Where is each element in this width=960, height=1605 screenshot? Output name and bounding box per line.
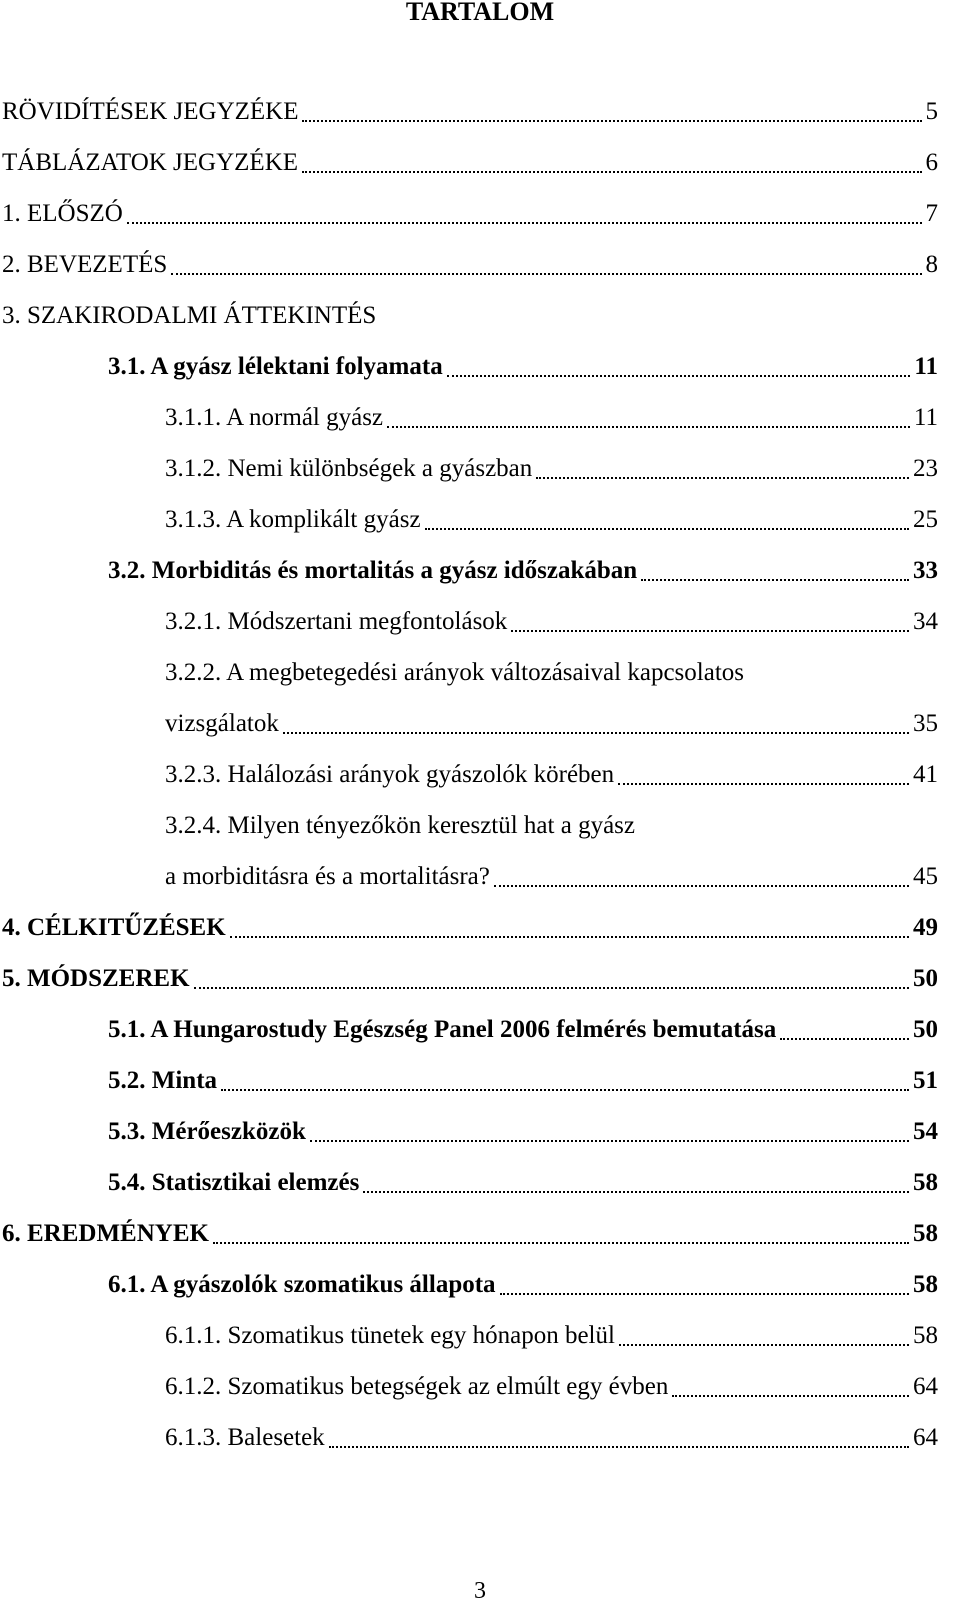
toc-entry-label: 3.2. Morbiditás és mortalitás a gyász időszakában [108, 557, 638, 584]
dot-leader [619, 1344, 909, 1346]
dot-leader [171, 273, 921, 275]
toc-entry[interactable] [2, 144, 938, 178]
toc-entry-label: a morbiditásra és a mortalitásra? [165, 863, 490, 890]
dot-leader [302, 171, 921, 173]
toc-entry-page: 41 [913, 761, 938, 788]
dot-leader [500, 1293, 909, 1295]
toc-entry-page: 6 [925, 149, 938, 176]
toc-entry-label: 3.1.2. Nemi különbségek a gyászban [165, 455, 533, 482]
dot-leader [213, 1242, 909, 1244]
toc-entry-page: 33 [913, 557, 938, 584]
toc-entry-label: 3.2.2. A megbetegedési arányok változásaival kapcsolatos [165, 659, 744, 686]
toc-entry[interactable] [165, 756, 938, 790]
dot-leader [310, 1140, 909, 1142]
toc-entry-label: 5.2. Minta [108, 1067, 218, 1094]
toc-entry-page: 58 [913, 1322, 938, 1349]
toc-entry-label: 5.3. Mérőeszközök [108, 1118, 306, 1145]
toc-entry[interactable] [165, 603, 938, 637]
toc-entry-label: TÁBLÁZATOK JEGYZÉKE [2, 149, 299, 176]
dot-leader [780, 1038, 909, 1040]
dot-leader [672, 1395, 909, 1397]
toc-entry[interactable] [2, 960, 938, 994]
toc-entry-page: 58 [913, 1271, 938, 1298]
page-title: TARTALOM [405, 0, 555, 26]
toc-entry-page: 54 [913, 1118, 938, 1145]
toc-entry-page: 34 [913, 608, 938, 635]
toc-entry[interactable] [165, 1368, 938, 1402]
toc-entry-label: 6.1.3. Balesetek [165, 1424, 325, 1451]
toc-entry-page: 11 [913, 404, 938, 431]
toc-entry[interactable] [2, 246, 938, 280]
toc-entry[interactable] [108, 1113, 938, 1147]
toc-entry[interactable] [165, 705, 938, 739]
toc-entry-label: 3.1. A gyász lélektani folyamata [108, 353, 443, 380]
toc-entry[interactable] [108, 1062, 938, 1096]
toc-entry[interactable] [2, 1215, 938, 1249]
dot-leader [194, 987, 909, 989]
toc-entry-label: 3.1.3. A komplikált gyász [165, 506, 421, 533]
toc-entry[interactable] [108, 1011, 938, 1045]
toc-entry-page: 58 [913, 1169, 938, 1196]
dot-leader [283, 732, 909, 734]
toc-entry-page: 64 [913, 1424, 938, 1451]
dot-leader [127, 222, 922, 224]
toc-entry[interactable] [2, 297, 938, 331]
toc-entry[interactable] [165, 1419, 938, 1453]
toc-entry[interactable] [2, 195, 938, 229]
toc-entry-label: 3.2.1. Módszertani megfontolások [165, 608, 508, 635]
toc-entry-label: 2. BEVEZETÉS [2, 251, 168, 278]
dot-leader [387, 426, 910, 428]
toc-entry[interactable] [2, 93, 938, 127]
toc-entry-label: 6.1.2. Szomatikus betegségek az elmúlt egy évben [165, 1373, 669, 1400]
toc-entry-label: 5.4. Statisztikai elemzés [108, 1169, 360, 1196]
dot-leader [618, 783, 909, 785]
toc-entry-label: 3.2.3. Halálozási arányok gyászolók körében [165, 761, 615, 788]
toc-entry-page: 8 [925, 251, 938, 278]
toc-entry-label: 6. EREDMÉNYEK [2, 1220, 209, 1247]
dot-leader [329, 1446, 909, 1448]
dot-leader [363, 1191, 909, 1193]
toc-entry-label: 5.1. A Hungarostudy Egészség Panel 2006 felmérés bemutatása [108, 1016, 777, 1043]
toc-entry-page: 51 [913, 1067, 938, 1094]
toc-entry-label: 3.1.1. A normál gyász [165, 404, 384, 431]
toc-entry-label: 3.2.4. Milyen tényezőkön keresztül hat a gyász [165, 812, 635, 839]
toc-entry[interactable] [108, 1164, 938, 1198]
dot-leader [221, 1089, 909, 1091]
dot-leader [425, 528, 909, 530]
toc-entry[interactable] [108, 348, 938, 382]
toc-entry[interactable] [165, 501, 938, 535]
dot-leader [447, 375, 911, 377]
toc-entry-label: 4. CÉLKITŰZÉSEK [2, 914, 226, 941]
toc-entry-page: 35 [913, 710, 938, 737]
toc-entry-page: 45 [913, 863, 938, 890]
dot-leader [494, 885, 909, 887]
toc-entry-page: 50 [913, 1016, 938, 1043]
toc-entry-page: 50 [913, 965, 938, 992]
toc-entry[interactable] [165, 450, 938, 484]
dot-leader [230, 936, 909, 938]
dot-leader [641, 579, 909, 581]
toc-entry-page: 11 [914, 353, 938, 380]
toc-entry-label: 3. SZAKIRODALMI ÁTTEKINTÉS [2, 302, 377, 329]
toc-entry-label: 1. ELŐSZÓ [2, 200, 123, 227]
toc-entry-label: 6.1.1. Szomatikus tünetek egy hónapon belül [165, 1322, 615, 1349]
dot-leader [511, 630, 909, 632]
toc-entry[interactable] [108, 552, 938, 586]
dot-leader [302, 120, 921, 122]
toc-entry-label: 6.1. A gyászolók szomatikus állapota [108, 1271, 496, 1298]
toc-entry[interactable] [108, 1266, 938, 1300]
toc-entry-label: vizsgálatok [165, 710, 279, 737]
toc-entry[interactable] [165, 807, 938, 841]
toc-entry-page: 7 [925, 200, 938, 227]
toc-entry-page: 5 [925, 98, 938, 125]
toc-entry[interactable] [2, 909, 938, 943]
toc-entry[interactable] [165, 858, 938, 892]
toc-entry-page: 49 [913, 914, 938, 941]
toc-entry-page: 23 [913, 455, 938, 482]
toc-entry-label: RÖVIDÍTÉSEK JEGYZÉKE [2, 98, 299, 125]
toc-entry-page: 64 [913, 1373, 938, 1400]
toc-entry-page: 25 [913, 506, 938, 533]
toc-entry-page: 58 [913, 1220, 938, 1247]
page-number: 3 [474, 1578, 486, 1604]
toc-entry-label: 5. MÓDSZEREK [2, 965, 190, 992]
dot-leader [536, 477, 909, 479]
toc-entry[interactable] [165, 1317, 938, 1351]
toc-entry[interactable] [165, 399, 938, 433]
toc-entry[interactable] [165, 654, 938, 688]
